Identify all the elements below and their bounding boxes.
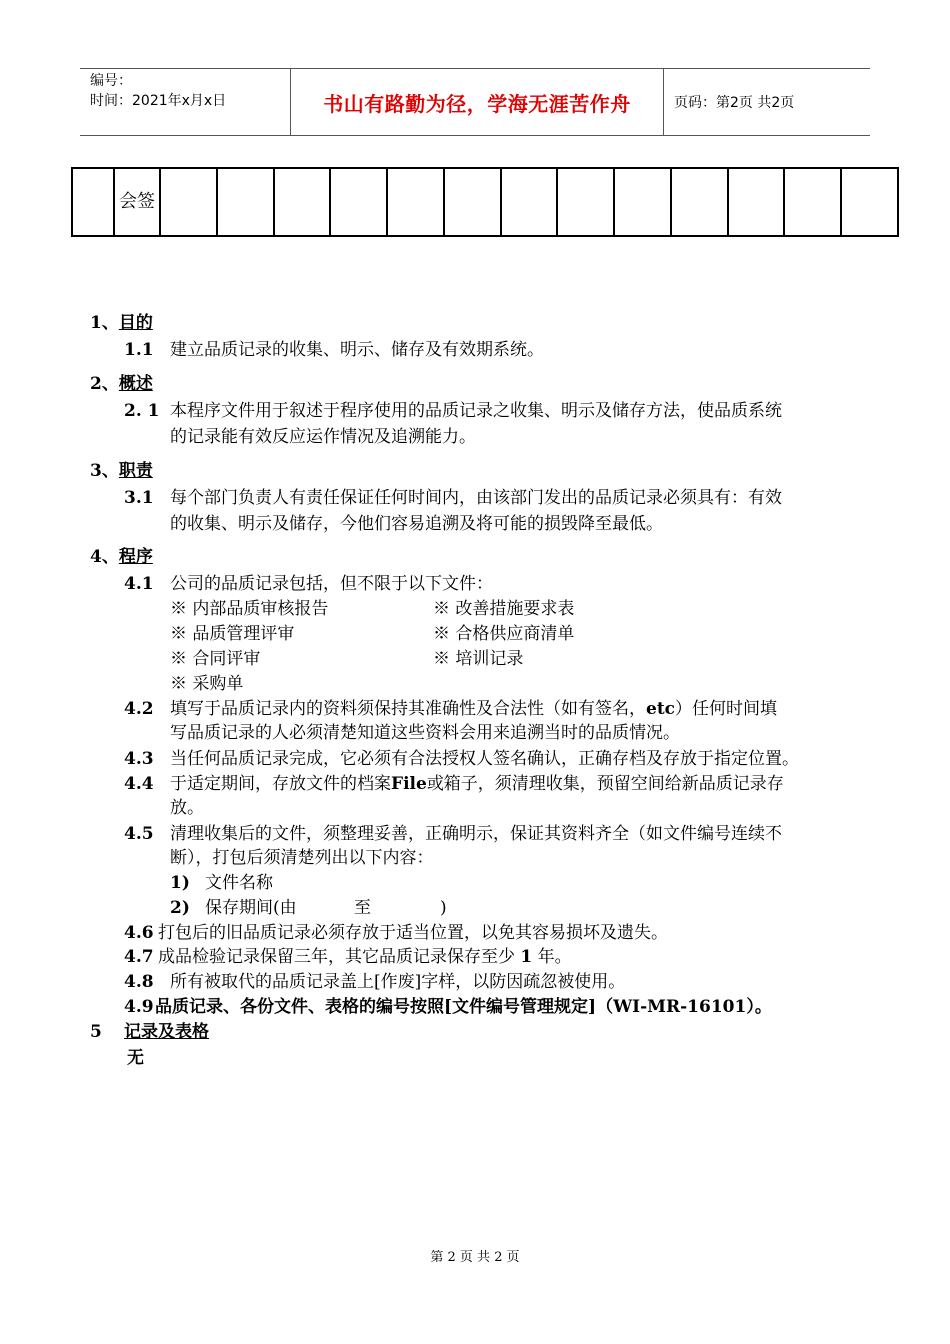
clause-number: 4.9 [124,997,154,1017]
list-item: ※ 合格供应商清单 [433,624,575,644]
clause-text [170,697,777,721]
sub-item-number: 2) [170,898,190,918]
clause-number: 4.3 [124,749,154,769]
clause-number: 2. 1 [124,401,160,421]
clause-text-part: 1 [520,947,533,967]
section-title: 概述 [118,374,153,394]
sub-item-text: 至 [354,898,371,918]
sub-item-text: 文件名称 [205,873,273,893]
clause-text [170,772,784,796]
clause-text: 的收集、明示及储存，今他们容易追溯及将可能的损毁降至最低。 [170,514,663,534]
list-item: ※ 采购单 [170,674,244,694]
clause-text: 品质记录、各份文件、表格的编号按照[文件编号管理规定]（WI-MR-16101）。 [155,997,772,1017]
clause-number: 4.1 [124,574,154,594]
clause-text: 所有被取代的品质记录盖上[作废]字样，以防因疏忽被使用。 [170,972,626,992]
section-4-heading [90,545,153,569]
list-item: ※ 内部品质审核报告 [170,599,329,619]
sign-cell [444,168,501,236]
clause-text-part: 成品检验记录保留三年，其它品质记录保存至少 [158,947,515,967]
clause-text-part: ）任何时间填 [675,699,778,719]
section-5-title: 记录及表格 [124,1022,209,1042]
clause-number: 4.5 [124,824,154,844]
clause-text: 的记录能有效反应运作情况及追溯能力。 [170,427,476,447]
clause-text: 断），打包后须清楚列出以下内容： [170,848,434,868]
section-title: 目的 [118,313,153,333]
sign-cell [387,168,444,236]
sign-cell [728,168,785,236]
sign-cell [671,168,728,236]
clause-text: 当任何品质记录完成，它必须有合法授权人签名确认，正确存档及存放于指定位置。 [170,749,799,769]
clause-text-part: 或箱子，须清理收集，预留空间给新品质记录存 [426,774,784,794]
sign-cell [784,168,841,236]
countersign-label: 会签 [114,168,160,236]
sign-cell [72,168,114,236]
sign-cell [330,168,387,236]
clause-text: 放。 [170,798,204,818]
header-meta [80,69,291,136]
document-header [80,68,870,136]
section-5-number: 5 [90,1022,102,1042]
list-item: ※ 改善措施要求表 [433,599,575,619]
clause-text-part: 于适定期间，存放文件的档案 [170,774,391,794]
section-title: 程序 [118,547,153,567]
clause-text: 每个部门负责人有责任保证任何时间内，由该部门发出的品质记录必须具有：有效 [170,488,782,508]
list-item: ※ 品质管理评审 [170,624,295,644]
section-1-heading [90,311,153,335]
clause-text: 建立品质记录的收集、明示、储存及有效期系统。 [170,340,544,360]
section-5-text: 无 [127,1048,144,1068]
clause-number: 4.2 [124,699,154,719]
page-footer: 第 2 页 共 2 页 [430,1250,520,1265]
section-number: 1、 [90,313,119,333]
sub-item-text: ) [440,898,447,918]
clause-number: 4.8 [124,972,154,992]
sub-item-number: 1) [170,873,190,893]
header-motto: 书山有路勤为径，学海无涯苦作舟 [291,69,664,136]
section-number: 3、 [90,461,119,481]
clause-number: 4.6 [124,923,154,943]
list-item: ※ 合同评审 [170,649,261,669]
sign-cell [217,168,274,236]
section-number: 4、 [90,547,119,567]
clause-number: 4.4 [124,774,154,794]
sign-cell [841,168,898,236]
sign-cell [274,168,331,236]
section-2-heading [90,372,153,396]
clause-text: 清理收集后的文件，须整理妥善，正确明示，保证其资料齐全（如文件编号连续不 [170,824,782,844]
document-time-label: 时间：2021年x月x日 [90,93,227,109]
clause-text-part: 年。 [537,947,572,967]
clause-text: 公司的品质记录包括，但不限于以下文件： [170,574,493,594]
header-page-number: 页码：第2页 共2页 [664,69,871,136]
clause-number: 3.1 [124,488,154,508]
clause-text-part: File [391,774,427,794]
clause-text: 写品质记录的人必须清楚知道这些资料会用来追溯当时的品质情况。 [170,723,680,743]
clause-text: 本程序文件用于叙述于程序使用的品质记录之收集、明示及储存方法，使品质系统 [170,401,782,421]
clause-number: 1.1 [124,340,154,360]
clause-text [158,945,572,969]
sign-cell [501,168,558,236]
section-number: 2、 [90,374,119,394]
sign-cell [614,168,671,236]
clause-number: 4.7 [124,947,154,967]
clause-text: 打包后的旧品质记录必须存放于适当位置，以免其容易损坏及遗失。 [158,923,668,943]
clause-text-part: etc [646,699,676,719]
sign-cell [160,168,217,236]
section-title: 职责 [118,461,153,481]
sub-item-text: 保存期间(由 [205,898,297,918]
document-number-label: 编号： [90,73,132,89]
clause-text-part: 填写于品质记录内的资料须保持其准确性及合法性（如有签名， [170,699,646,719]
sign-cell [557,168,614,236]
countersign-table [71,167,899,237]
section-3-heading [90,459,153,483]
list-item: ※ 培训记录 [433,649,524,669]
